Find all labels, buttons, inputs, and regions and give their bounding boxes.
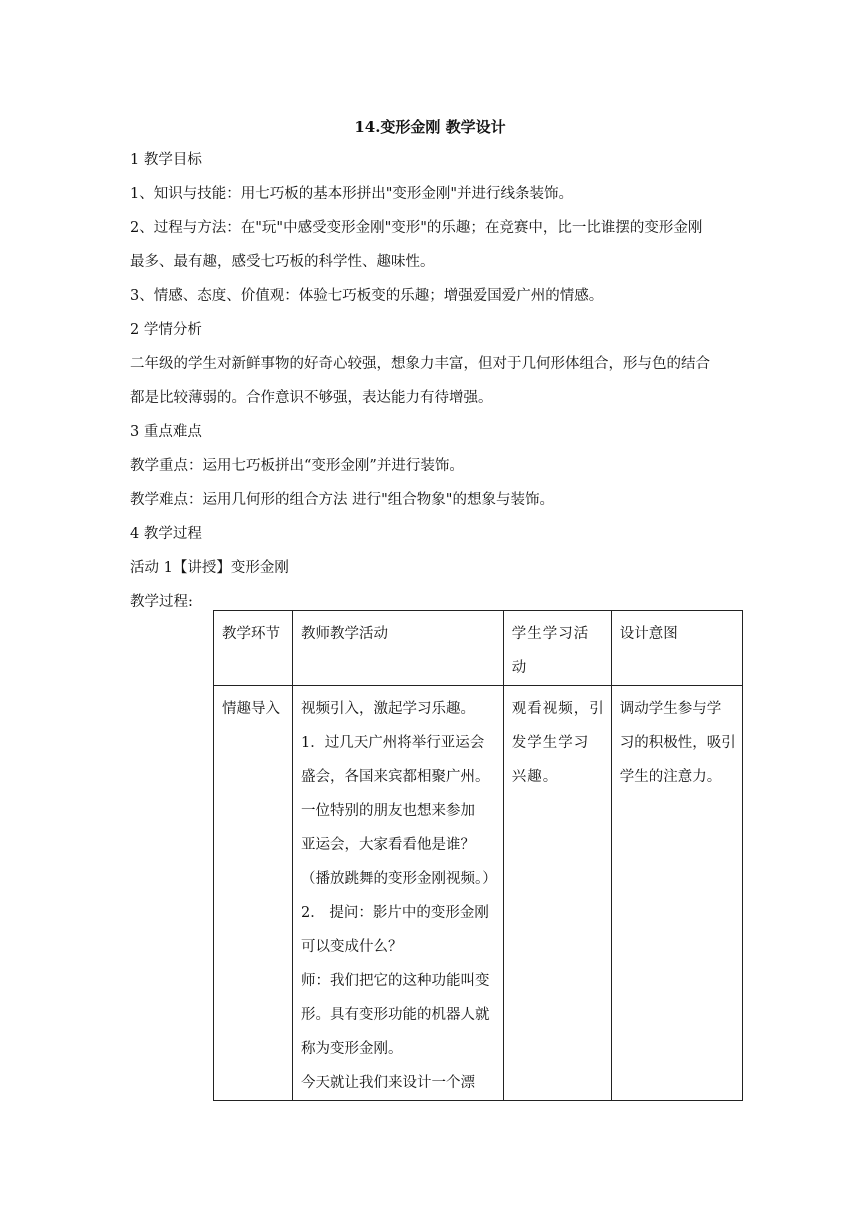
table-header-row [214,611,743,686]
section-heading-analysis: 2 学情分析 [130,322,202,338]
analysis-line2: 都是比较薄弱的。合作意识不够强，表达能力有待增强。 [130,390,493,406]
analysis-line1: 二年级的学生对新鲜事物的好奇心较强，想象力丰富，但对于几何形体组合，形与色的结合 [130,356,710,372]
section-heading-goals: 1 教学目标 [130,152,202,168]
header-teacher-activity: 教师教学活动 [293,611,504,686]
lesson-table [213,610,743,1101]
table-row [214,686,743,1101]
activity-title: 活动 1【讲授】变形金刚 [130,560,289,576]
cell-student-activity: 观看视频，引 发学生学习 兴趣。 [503,686,611,1101]
goal-process-line2: 最多、最有趣，感受七巧板的科学性、趣味性。 [130,254,435,270]
key-point: 教学重点：运用七巧板拼出“变形金刚”并进行装饰。 [130,458,464,474]
header-student-activity: 学生学习活 动 [503,611,611,686]
section-heading-keypoints: 3 重点难点 [130,424,202,440]
goal-emotion: 3、情感、态度、价值观：体验七巧板变的乐趣；增强爱国爱广州的情感。 [130,288,604,304]
process-label: 教学过程: [130,594,193,610]
goal-knowledge: 1、知识与技能：用七巧板的基本形拼出"变形金刚"并进行线条装饰。 [130,186,574,202]
cell-stage: 情趣导入 [214,686,293,1101]
cell-teacher-activity: 视频引入，激起学习乐趣。 1．过几天广州将举行亚运会 盛会，各国来宾都相聚广州。 一位特别的朋友也想来参加 亚运会，大家看看他是谁？ （播放跳舞的变形金刚视频。） 2． 提问：影片中的变形金刚 可以变成什么？ 师：我们把它的这种功能叫变 形。具有变形功能的机器人就 称为变形金刚。 今天就让我们来设计一个漂 [293,686,504,1101]
cell-design-intent: 调动学生参与学 习的积极性，吸引 学生的注意力。 [611,686,742,1101]
header-stage: 教学环节 [214,611,293,686]
goal-process-line1: 2、过程与方法：在"玩"中感受变形金刚"变形"的乐趣；在竞赛中，比一比谁摆的变形金刚 [130,220,703,236]
header-design-intent: 设计意图 [611,611,742,686]
section-heading-process: 4 教学过程 [130,526,202,542]
difficulty-point: 教学难点：运用几何形的组合方法 进行"组合物象"的想象与装饰。 [130,492,554,508]
document-title: 14.变形金刚 教学设计 [354,118,506,136]
